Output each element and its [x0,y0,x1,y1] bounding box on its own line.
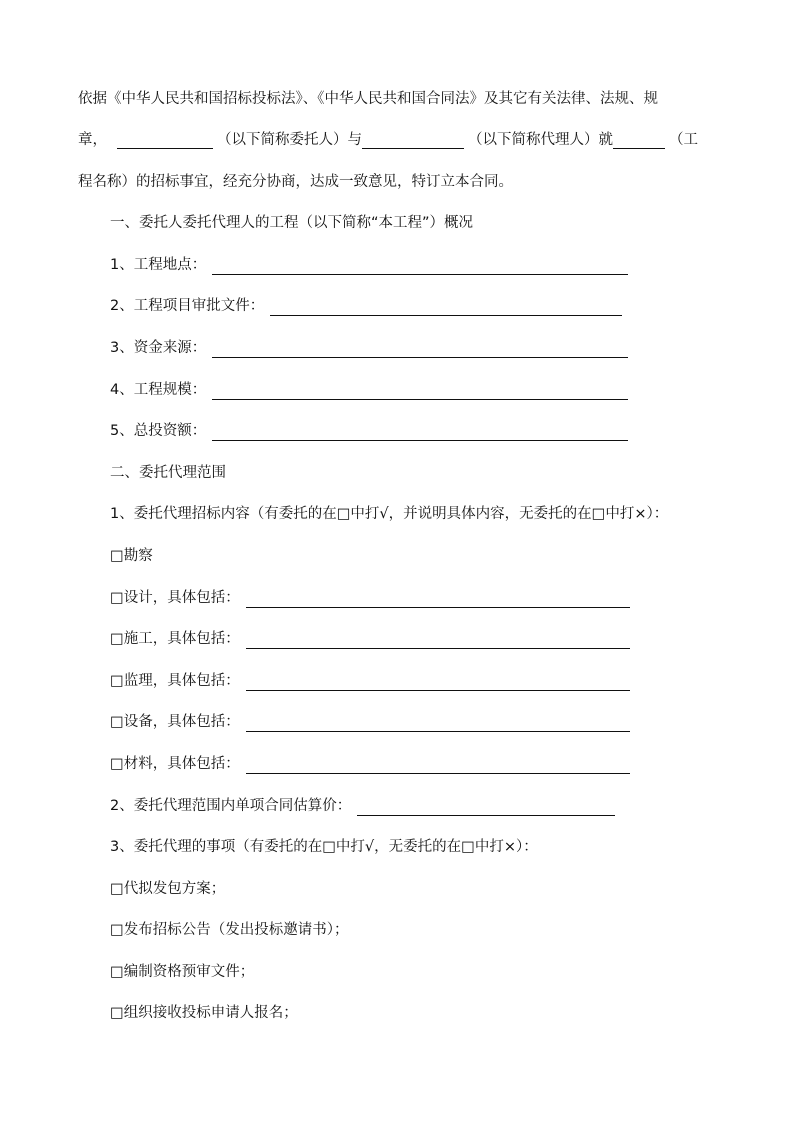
design-scope-row [110,584,750,612]
project-location-row [110,251,750,279]
section2-item1 [110,500,750,528]
construction-scope-row [110,625,750,653]
approval-docs-row [110,292,750,320]
matter-option-3[interactable] [110,958,750,986]
section2-heading [110,459,750,487]
matter-option-1[interactable] [110,875,750,903]
material-scope-row [110,750,750,778]
total-investment-label: 5、总投资额： [110,423,207,439]
section1-heading [110,209,750,237]
intro-text-2d: （工 [669,132,698,148]
matter-option-2-label: □发布招标公告（发出投标邀请书）； [110,922,349,938]
section2-heading-text: 二、委托代理范围 [110,465,226,481]
total-investment-row [110,417,750,445]
project-scale-field[interactable] [212,379,628,400]
matter-option-3-label: □编制资格预审文件； [110,964,255,980]
entrusting-party-blank[interactable] [117,129,213,149]
project-scale-label: 4、工程规模： [110,382,207,398]
project-name-blank[interactable] [613,129,665,149]
equipment-scope-label[interactable]: □设备，具体包括： [110,714,240,730]
matter-option-4[interactable] [110,999,750,1027]
funding-source-row [110,334,750,362]
equipment-scope-row [110,708,750,736]
supervision-scope-label[interactable]: □监理，具体包括： [110,673,240,689]
project-scale-row [110,376,750,404]
matter-option-2[interactable] [110,916,750,944]
section2-item3 [110,833,750,861]
contract-estimate-label: 2、委托代理范围内单项合同估算价： [110,798,352,814]
contract-estimate-row [110,792,750,820]
agent-party-blank[interactable] [362,129,464,149]
construction-scope-field[interactable] [246,628,630,649]
funding-source-field[interactable] [212,337,628,358]
design-scope-field[interactable] [246,587,630,608]
matter-option-4-label: □组织接收投标申请人报名； [110,1005,298,1021]
equipment-scope-field[interactable] [246,711,630,732]
funding-source-label: 3、资金来源： [110,340,207,356]
section2-item1-text: 1、委托代理招标内容（有委托的在□中打√，并说明具体内容，无委托的在□中打×）： [110,506,669,522]
contract-estimate-field[interactable] [357,795,615,816]
survey-option-label: □勘察 [110,548,153,564]
approval-docs-field[interactable] [270,295,622,316]
intro-text-2c: （以下简称代理人）就 [468,132,613,148]
intro-line-3 [78,168,718,196]
project-location-label: 1、工程地点： [110,257,207,273]
approval-docs-label: 2、工程项目审批文件： [110,298,265,314]
material-scope-label[interactable]: □材料，具体包括： [110,756,240,772]
section1-heading-text: 一、委托人委托代理人的工程（以下简称“本工程”）概况 [110,215,474,231]
intro-text-1: 依据《中华人民共和国招标投标法》、《中华人民共和国合同法》及其它有关法律、法规、规 [78,91,658,107]
construction-scope-label[interactable]: □施工，具体包括： [110,631,240,647]
supervision-scope-row [110,667,750,695]
intro-line-1 [78,85,718,113]
section2-item3-text: 3、委托代理的事项（有委托的在□中打√，无委托的在□中打×）： [110,839,538,855]
design-scope-label[interactable]: □设计，具体包括： [110,590,240,606]
total-investment-field[interactable] [212,420,628,441]
project-location-field[interactable] [212,254,628,275]
material-scope-field[interactable] [246,753,630,774]
intro-text-2a: 章， [78,132,107,148]
intro-line-2 [78,126,718,154]
intro-text-2b: （以下简称委托人）与 [217,132,362,148]
intro-text-3: 程名称）的招标事宜，经充分协商，达成一致意见，特订立本合同。 [78,174,513,190]
survey-option[interactable] [110,542,750,570]
matter-option-1-label: □代拟发包方案； [110,881,226,897]
supervision-scope-field[interactable] [246,670,630,691]
